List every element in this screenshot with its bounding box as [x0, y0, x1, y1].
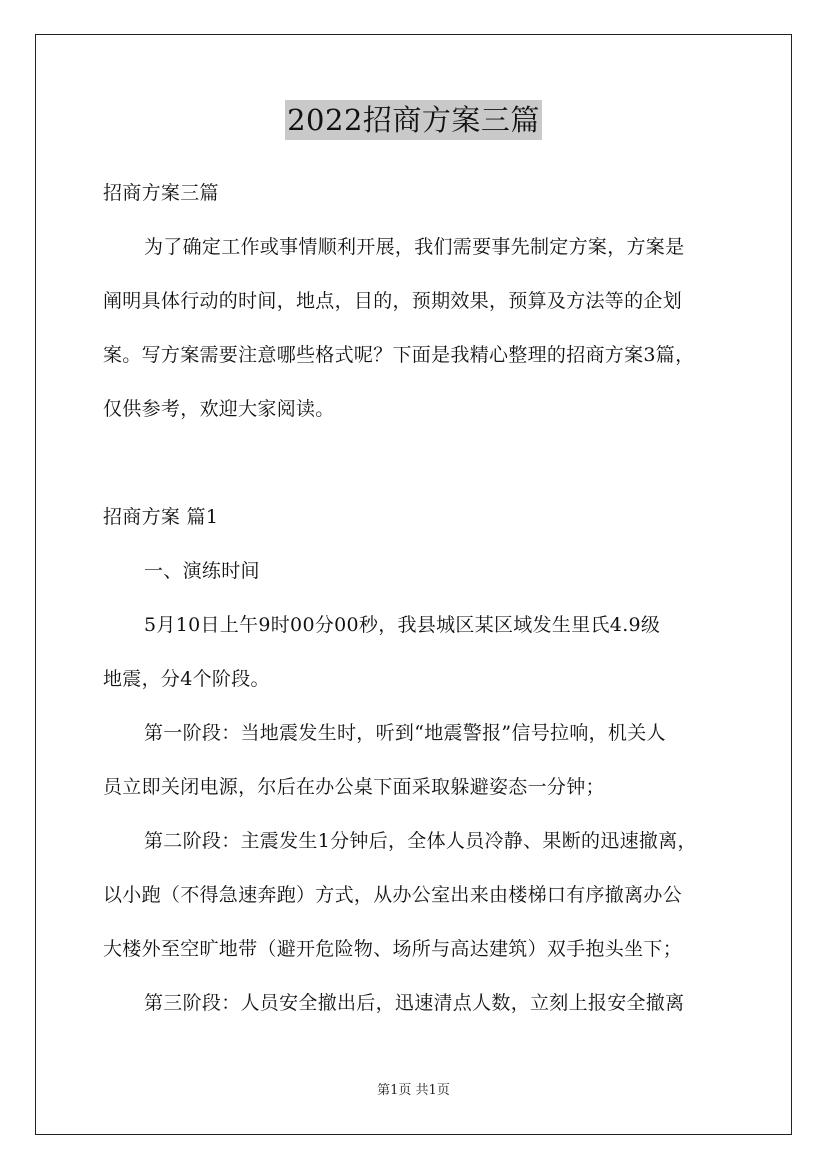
paragraph-line: 阐明具体行动的时间，地点，目的，预期效果，预算及方法等的企划: [103, 290, 683, 312]
paragraph-line: 地震，分4个阶段。: [103, 668, 270, 690]
page-footer: 第1页 共1页: [377, 1083, 450, 1098]
paragraph-line: 大楼外至空旷地带（避开危险物、场所与高达建筑）双手抱头坐下；: [103, 938, 683, 960]
paragraph-line: 第一阶段：当地震发生时，听到“地震警报”信号拉响，机关人: [144, 722, 666, 744]
title-container: [0, 100, 827, 140]
paragraph-line: 员立即关闭电源，尔后在办公桌下面采取躲避姿态一分钟；: [103, 776, 605, 798]
paragraph-line: 案。写方案需要注意哪些格式呢？下面是我精心整理的招商方案3篇，: [103, 344, 695, 366]
section-heading: 招商方案 篇1: [103, 506, 219, 528]
paragraph-line: 5月10日上午9时00分00秒，我县城区某区域发生里氏4.9级: [144, 614, 661, 636]
paragraph-line: 以小跑（不得急速奔跑）方式，从办公室出来由楼梯口有序撤离办公: [103, 884, 683, 906]
subsection-heading: 一、演练时间: [144, 560, 260, 582]
section-heading: 招商方案三篇: [103, 182, 219, 204]
paragraph-line: 为了确定工作或事情顺利开展，我们需要事先制定方案，方案是: [144, 236, 685, 258]
document-title: 2022招商方案三篇: [285, 100, 542, 140]
paragraph-line: 仅供参考，欢迎大家阅读。: [103, 398, 335, 420]
paragraph-line: 第三阶段：人员安全撤出后，迅速清点人数，立刻上报安全撤离: [144, 992, 685, 1014]
paragraph-line: 第二阶段：主震发生1分钟后，全体人员冷静、果断的迅速撤离，: [144, 830, 697, 852]
